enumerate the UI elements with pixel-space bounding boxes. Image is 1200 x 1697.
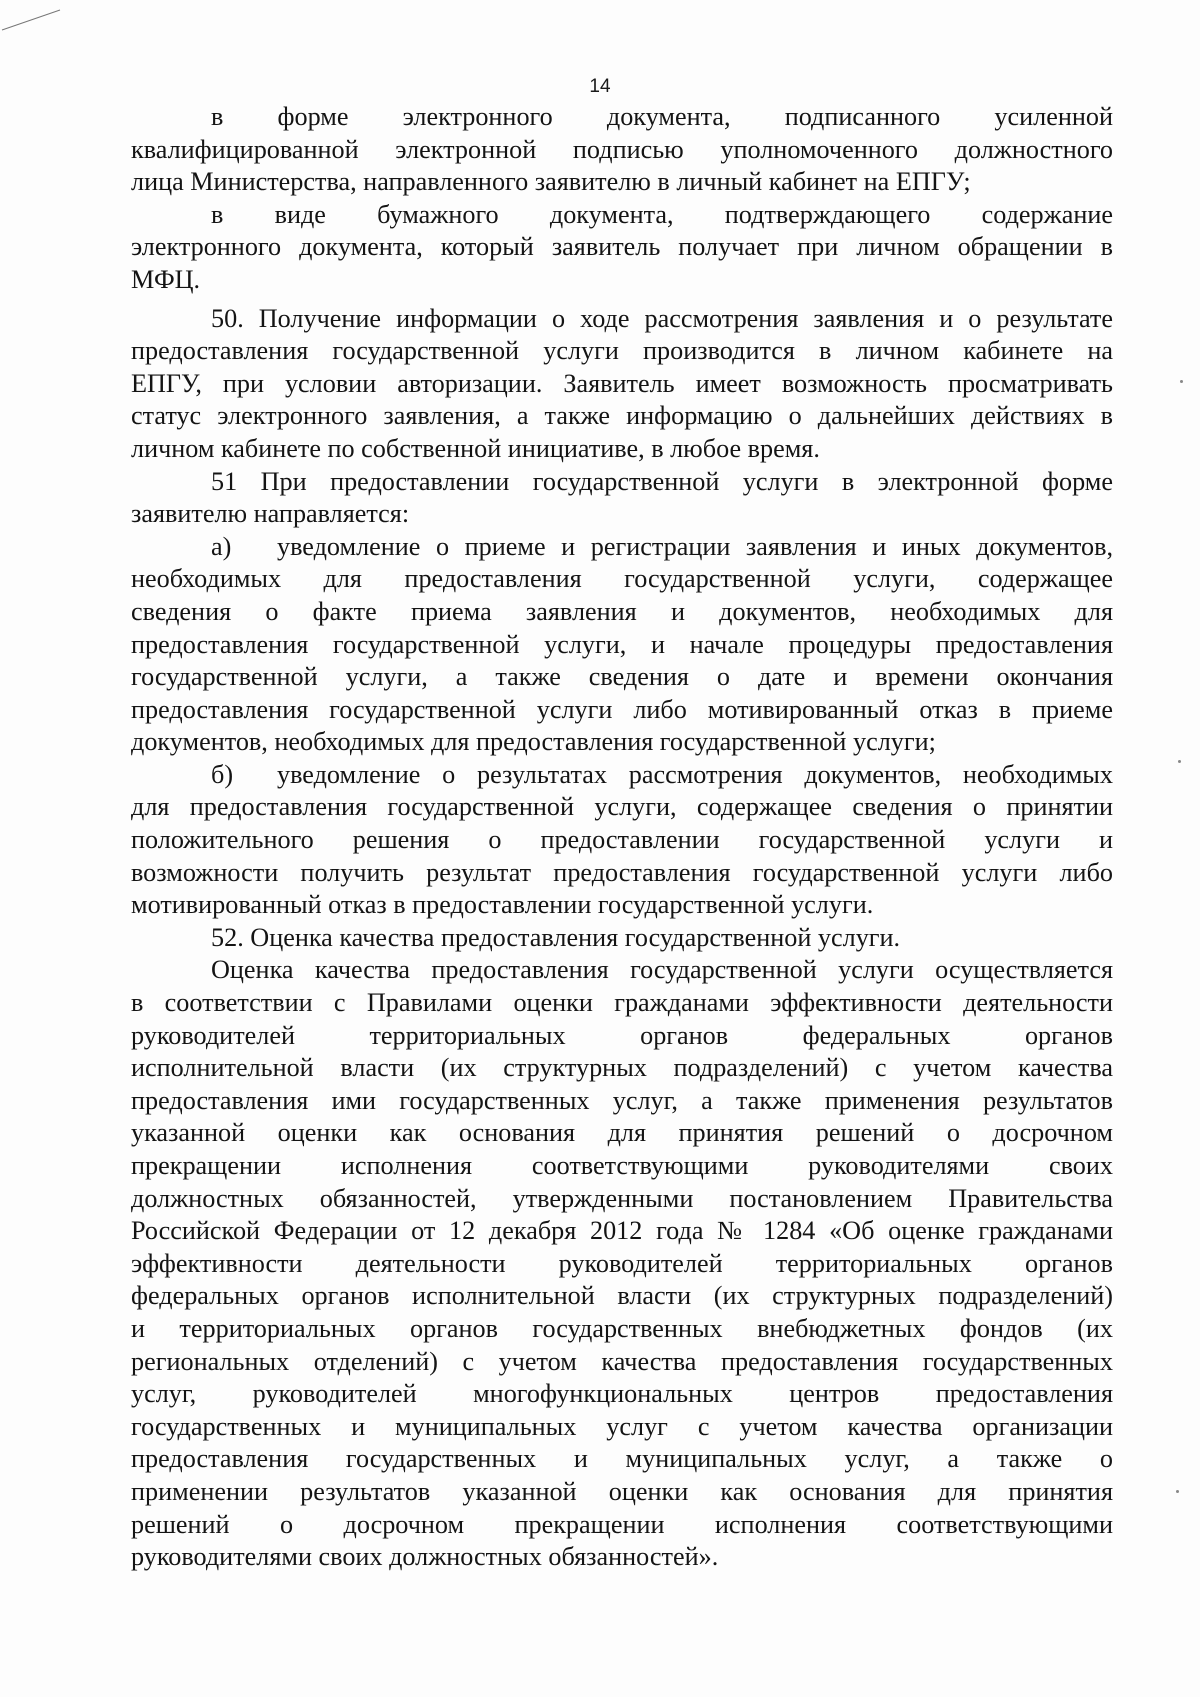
text-line: документов, необходимых для предоставления государственной услуги; xyxy=(131,727,936,757)
text-line: руководителей территориальных органов федеральных органов xyxy=(131,1020,1113,1050)
text-line: мотивированный отказ в предоставлении государственной услуги. xyxy=(131,890,874,920)
text-line: 50. Получение информации о ходе рассмотрения заявления и о результате xyxy=(211,303,1113,333)
text-line: услуг, руководителей многофункциональных центров предоставления xyxy=(131,1379,1113,1409)
text-line: указанной оценки как основания для принятия решений о досрочном xyxy=(131,1118,1113,1148)
list-item-b xyxy=(131,759,1113,922)
text-line: необходимых для предоставления государственной услуги, содержащее xyxy=(131,564,1113,594)
paragraph-form-paper xyxy=(131,199,1113,297)
text-line: исполнительной власти (их структурных подразделений) с учетом качества xyxy=(131,1053,1113,1083)
text-line: 52. Оценка качества предоставления государственной услуги. xyxy=(211,922,901,952)
paragraph-form-electronic xyxy=(131,101,1113,199)
list-item-a xyxy=(131,531,1113,759)
text-line: Российской Федерации от 12 декабря 2012 года № 1284 «Об оценке гражданами xyxy=(131,1216,1113,1246)
text-line: статус электронного заявления, а также информацию о дальнейших действиях в xyxy=(131,401,1113,431)
text-line: решений о досрочном прекращении исполнения соответствующими xyxy=(131,1509,1113,1539)
text-line: электронного документа, который заявитель получает при личном обращении в xyxy=(131,232,1113,262)
scan-speck xyxy=(1178,760,1181,763)
text-line: лица Министерства, направленного заявителю в личный кабинет на ЕПГУ; xyxy=(131,167,971,197)
text-line: 51 При предоставлении государственной услуги в электронной форме xyxy=(211,466,1113,496)
text-line: для предоставления государственной услуги, содержащее сведения о принятии xyxy=(131,792,1113,822)
scan-speck xyxy=(1180,380,1183,383)
scan-mark xyxy=(0,0,80,40)
paragraph-50 xyxy=(131,303,1113,466)
list-item-text: уведомление о приеме и регистрации заявления и иных документов, xyxy=(277,531,1113,561)
text-line: в соответствии с Правилами оценки гражданами эффективности деятельности xyxy=(131,988,1113,1018)
paragraph-52-heading xyxy=(131,922,1113,955)
text-line: региональных отделений) с учетом качества предоставления государственных xyxy=(131,1346,1113,1376)
text-line: и территориальных органов государственных внебюджетных фондов (их xyxy=(131,1313,1113,1343)
text-line: должностных обязанностей, утвержденными постановлением Правительства xyxy=(131,1183,1113,1213)
text-line: в форме электронного документа, подписанного усиленной xyxy=(211,102,1113,131)
text-line: положительного решения о предоставлении государственной услуги и xyxy=(131,825,1113,855)
text-line xyxy=(131,531,1113,564)
text-line: эффективности деятельности руководителей территориальных органов xyxy=(131,1248,1113,1278)
text-line: государственной услуги, а также сведения о дате и времени окончания xyxy=(131,662,1113,692)
text-line: предоставления ими государственных услуг, а также применения результатов xyxy=(131,1085,1113,1115)
text-line: предоставления государственных и муниципальных услуг, а также о xyxy=(131,1444,1113,1474)
text-line: квалифицированной электронной подписью уполномоченного должностного xyxy=(131,134,1113,164)
list-item-text: уведомление о результатах рассмотрения документов, необходимых xyxy=(277,759,1113,789)
paragraph-51 xyxy=(131,466,1113,531)
text-line: ЕПГУ, при условии авторизации. Заявитель имеет возможность просматривать xyxy=(131,368,1113,398)
text-line: личном кабинете по собственной инициативе, в любое время. xyxy=(131,433,820,463)
text-line: руководителями своих должностных обязанностей». xyxy=(131,1542,719,1572)
text-line: Оценка качества предоставления государственной услуги осуществляется xyxy=(211,955,1113,985)
text-line: прекращении исполнения соответствующими руководителями своих xyxy=(131,1151,1113,1180)
text-line: возможности получить результат предоставления государственной услуги либо xyxy=(131,857,1113,887)
list-marker: б) xyxy=(211,759,234,789)
text-line: в виде бумажного документа, подтверждающего содержание xyxy=(211,199,1113,229)
text-line: предоставления государственной услуги либо мотивированный отказ в приеме xyxy=(131,694,1113,724)
text-line: применении результатов указанной оценки как основания для принятия xyxy=(131,1476,1113,1506)
text-line: государственных и муниципальных услуг с учетом качества организации xyxy=(131,1411,1113,1441)
scan-speck xyxy=(1176,1490,1179,1493)
page-number: 14 xyxy=(589,76,611,97)
list-marker: а) xyxy=(211,531,232,561)
text-line: сведения о факте приема заявления и документов, необходимых для xyxy=(131,596,1113,626)
text-line: предоставления государственной услуги, и начале процедуры предоставления xyxy=(131,629,1113,659)
text-line: предоставления государственной услуги производится в личном кабинете на xyxy=(131,336,1113,366)
document-body xyxy=(131,101,1113,1574)
paragraph-52-text xyxy=(131,954,1113,1573)
text-line: федеральных органов исполнительной власти (их структурных подразделений) xyxy=(131,1281,1113,1311)
text-line: МФЦ. xyxy=(131,264,201,294)
text-line xyxy=(131,759,1113,792)
text-line: заявителю направляется: xyxy=(131,499,410,529)
